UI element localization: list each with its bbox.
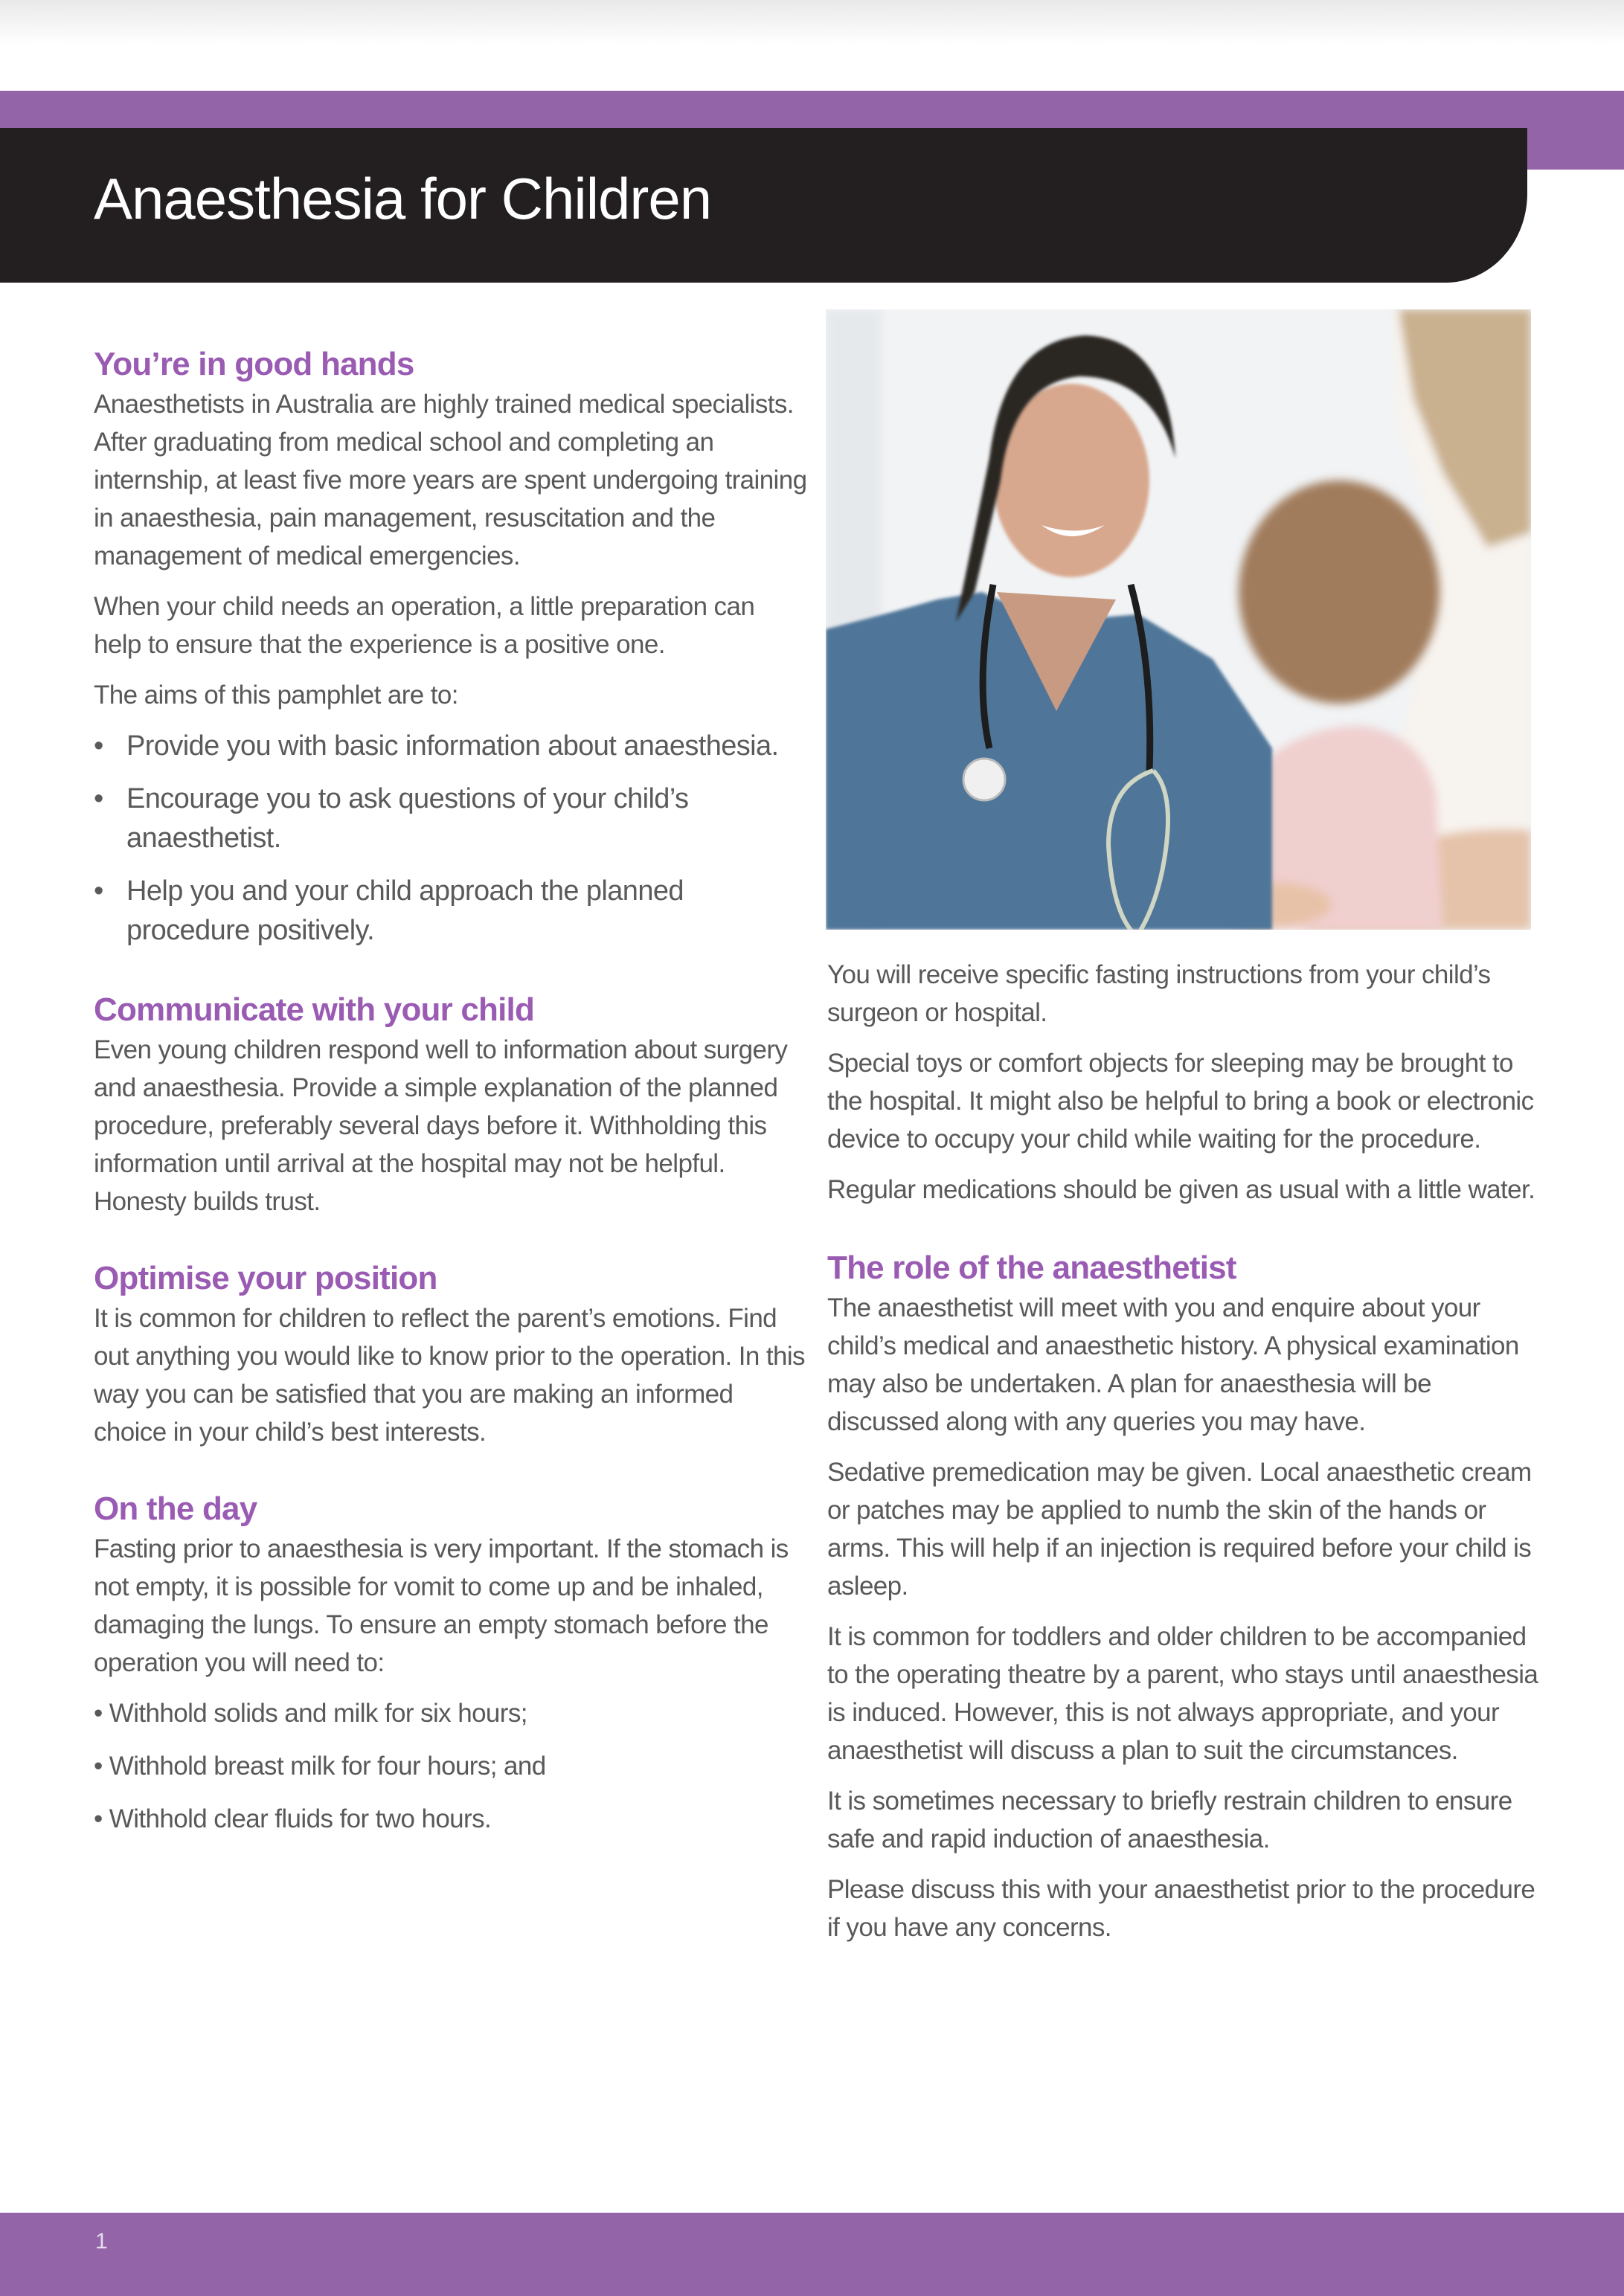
paragraph: Please discuss this with your anaesthetist prior to the procedure if you have any concerns. — [827, 1875, 1535, 1942]
list-item-text: Provide you with basic information about anaesthesia. — [126, 730, 779, 762]
bullet-icon: • — [94, 875, 103, 907]
page-number: 1 — [95, 2229, 108, 2254]
paragraph: It is sometimes necessary to briefly restrain children to ensure safe and rapid induction of anaesthesia. — [827, 1787, 1512, 1853]
list-item: • Withhold breast milk for four hours; and — [94, 1752, 546, 1781]
footer-band — [0, 2213, 1624, 2296]
list-item — [94, 727, 808, 766]
aims-list — [94, 727, 808, 951]
list-item — [94, 872, 808, 951]
fasting-rules-list — [94, 1694, 808, 1838]
paragraph: You will receive specific fasting instructions from your child’s surgeon or hospital. — [827, 960, 1491, 1027]
paragraph: The anaesthetist will meet with you and enquire about your child’s medical and anaesthetic history. A physical examination may also be undertaken. A plan for anaesthesia will be discussed along with any queries you may have. — [827, 1293, 1519, 1436]
section-heading: Optimise your position — [94, 1260, 437, 1296]
section-heading: You’re in good hands — [94, 346, 414, 382]
list-item: • Withhold solids and milk for six hours; — [94, 1699, 527, 1728]
list-item-text: Encourage you to ask questions of your child’s anaesthetist. — [126, 783, 689, 854]
paragraph: When your child needs an operation, a little preparation can help to ensure that the experience is a positive one. — [94, 592, 755, 659]
doctor-child-photo — [826, 309, 1531, 930]
paragraph: Even young children respond well to information about surgery and anaesthesia. Provide a simple explanation of the planned procedure, preferably several days before it. Withholding this information until arrival at the hospital may not be helpful. Honesty builds trust. — [94, 1035, 788, 1216]
paragraph: Sedative premedication may be given. Local anaesthetic cream or patches may be applied to numb the skin of the hands or arms. This will help if an injection is required before your child is asleep. — [827, 1458, 1532, 1601]
list-item — [94, 779, 808, 858]
paragraph: Anaesthetists in Australia are highly trained medical specialists. After graduating from medical school and completing an internship, at least five more years are spent undergoing training in anaesthesia, pain management, resuscitation and the management of medical emergencies. — [94, 390, 807, 570]
left-column — [94, 344, 808, 1853]
section-heading: The role of the anaesthetist — [827, 1250, 1236, 1286]
paragraph: Regular medications should be given as usual with a little water. — [827, 1175, 1535, 1204]
section-communicate — [94, 989, 808, 1221]
photo-illustration — [826, 309, 1531, 930]
bullet-icon: • — [94, 783, 103, 814]
title-bar — [0, 128, 1527, 283]
section-heading: Communicate with your child — [94, 991, 535, 1028]
paragraph: The aims of this pamphlet are to: — [94, 681, 458, 710]
list-item: • Withhold clear fluids for two hours. — [94, 1804, 492, 1833]
section-good-hands — [94, 344, 808, 951]
paragraph: It is common for children to reflect the parent’s emotions. Find out anything you would like to know prior to the operation. In this way you can be satisfied that you are making an informed choice in your child’s best interests. — [94, 1304, 805, 1447]
top-shadow — [0, 0, 1624, 45]
paragraph: Special toys or comfort objects for sleeping may be brought to the hospital. It might also be helpful to bring a book or electronic device to occupy your child while waiting for the procedure. — [827, 1049, 1534, 1154]
section-on-the-day — [94, 1488, 808, 1838]
section-heading: On the day — [94, 1491, 257, 1527]
bullet-icon: • — [94, 730, 103, 762]
page-title: Anaesthesia for Children — [94, 166, 712, 231]
paragraph: It is common for toddlers and older children to be accompanied to the operating theatre by a parent, who stays until anaesthesia is induced. However, this is not always appropriate, and your anaesthetist will discuss a plan to suit the circumstances. — [827, 1622, 1538, 1765]
right-column — [827, 956, 1541, 1959]
section-optimise — [94, 1258, 808, 1451]
section-role-of-anaesthetist — [827, 1247, 1541, 1946]
paragraph: Fasting prior to anaesthesia is very important. If the stomach is not empty, it is possible for vomit to come up and be inhaled, damaging the lungs. To ensure an empty stomach before the operation you will need to: — [94, 1534, 789, 1677]
list-item-text: Help you and your child approach the planned procedure positively. — [126, 875, 684, 946]
